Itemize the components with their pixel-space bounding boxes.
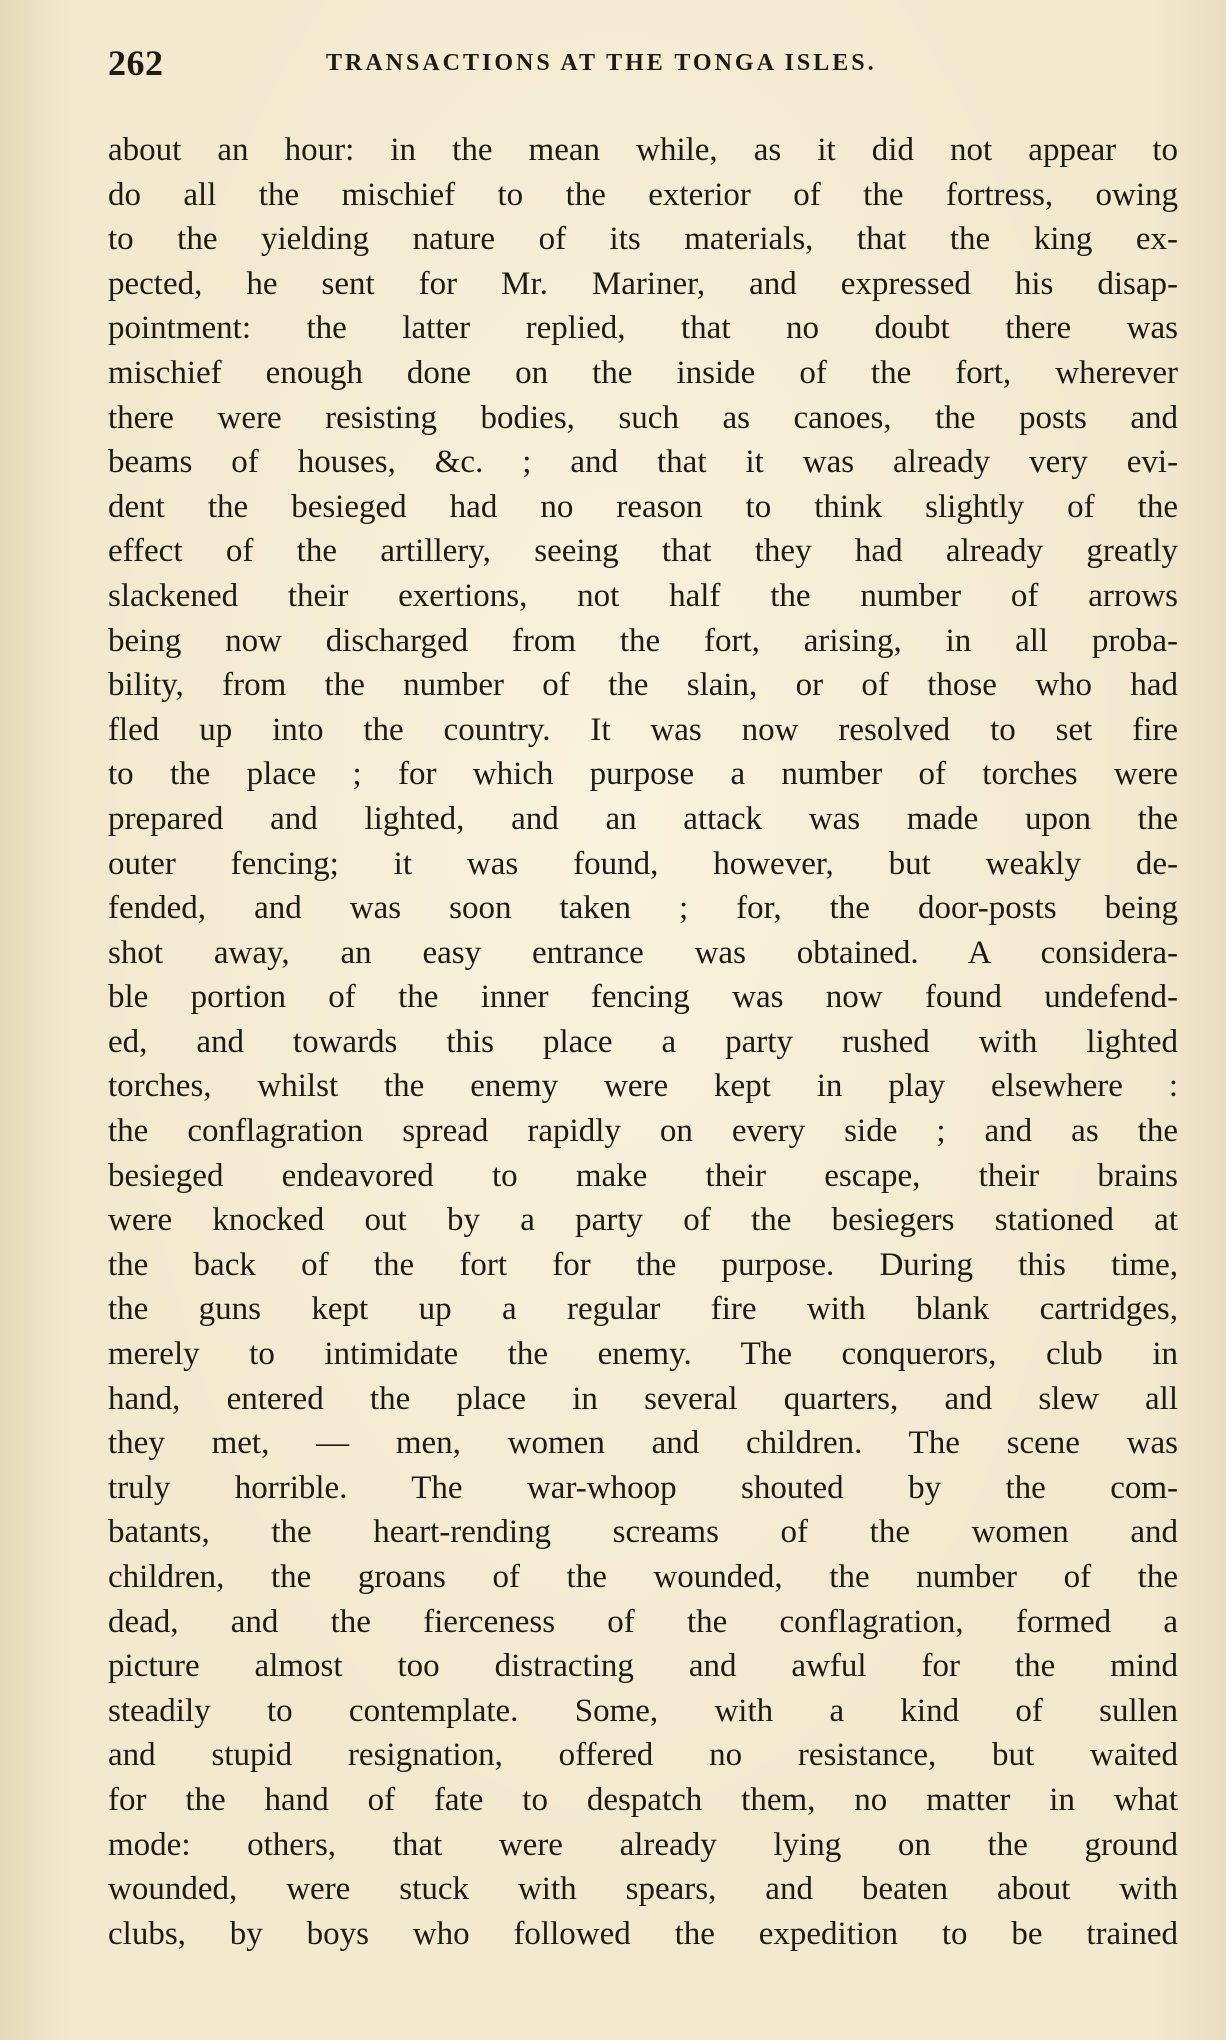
text-line: do all the mischief to the exterior of the fortress, owing: [108, 176, 1178, 213]
text-line: slackened their exertions, not half the number of arrows: [108, 577, 1178, 614]
text-line: the guns kept up a regular fire with blank cartridges,: [108, 1291, 1178, 1328]
text-line: wounded, were stuck with spears, and beaten about with: [108, 1871, 1178, 1908]
text-line: mode: others, that were already lying on the ground: [108, 1826, 1178, 1863]
text-line: the back of the fort for the purpose. During this time,: [108, 1246, 1178, 1283]
running-head: TRANSACTIONS AT THE TONGA ISLES.: [326, 50, 877, 76]
text-line: hand, entered the place in several quarters, and slew all: [108, 1380, 1178, 1417]
text-line: shot away, an easy entrance was obtained. A considera-: [108, 934, 1178, 971]
text-line: ble portion of the inner fencing was now found undefend-: [108, 979, 1178, 1016]
text-line: torches, whilst the enemy were kept in play elsewhere :: [108, 1068, 1178, 1105]
text-line: prepared and lighted, and an attack was made upon the: [108, 800, 1178, 837]
text-line: dent the besieged had no reason to think slightly of the: [108, 488, 1178, 525]
text-line: mischief enough done on the inside of the fort, wherever: [108, 354, 1178, 391]
text-line: steadily to contemplate. Some, with a kind of sullen: [108, 1692, 1178, 1729]
text-line: outer fencing; it was found, however, but weakly de-: [108, 845, 1178, 882]
text-line: besieged endeavored to make their escape, their brains: [108, 1157, 1178, 1194]
text-line: being now discharged from the fort, arising, in all proba-: [108, 622, 1178, 659]
text-line: clubs, by boys who followed the expedition to be trained: [108, 1915, 1178, 1952]
text-line: children, the groans of the wounded, the number of the: [108, 1559, 1178, 1595]
text-line: batants, the heart-rending screams of the women and: [108, 1514, 1178, 1551]
text-line: beams of houses, &c. ; and that it was already very evi-: [108, 444, 1178, 481]
text-line: pected, he sent for Mr. Mariner, and expressed his disap-: [108, 265, 1178, 302]
text-line: effect of the artillery, seeing that they had already greatly: [108, 533, 1178, 570]
text-line: to the place ; for which purpose a number of torches were: [108, 756, 1178, 793]
text-line: the conflagration spread rapidly on every side ; and as the: [108, 1113, 1178, 1150]
text-line: bility, from the number of the slain, or of those who had: [108, 667, 1178, 704]
text-line: fled up into the country. It was now resolved to set fire: [108, 711, 1178, 748]
text-line: about an hour: in the mean while, as it did not appear to: [108, 132, 1178, 168]
text-line: for the hand of fate to despatch them, no matter in what: [108, 1781, 1178, 1818]
text-line: there were resisting bodies, such as canoes, the posts and: [108, 399, 1178, 436]
text-line: picture almost too distracting and awful for the mind: [108, 1648, 1178, 1685]
page-number: 262: [108, 43, 164, 83]
text-line: dead, and the fierceness of the conflagration, formed a: [108, 1603, 1178, 1640]
text-line: merely to intimidate the enemy. The conquerors, club in: [108, 1336, 1178, 1373]
text-line: pointment: the latter replied, that no doubt there was: [108, 310, 1178, 347]
text-line: ed, and towards this place a party rushed with lighted: [108, 1023, 1178, 1060]
text-line: and stupid resignation, offered no resistance, but waited: [108, 1737, 1178, 1774]
text-line: fended, and was soon taken ; for, the door-posts being: [108, 890, 1178, 927]
text-line: to the yielding nature of its materials, that the king ex-: [108, 221, 1178, 258]
text-line: they met, — men, women and children. The scene was: [108, 1425, 1178, 1462]
text-line: truly horrible. The war-whoop shouted by the com-: [108, 1469, 1178, 1506]
body-text: [108, 128, 1178, 1956]
page-header: [108, 42, 1178, 92]
text-line: were knocked out by a party of the besiegers stationed at: [108, 1202, 1178, 1239]
